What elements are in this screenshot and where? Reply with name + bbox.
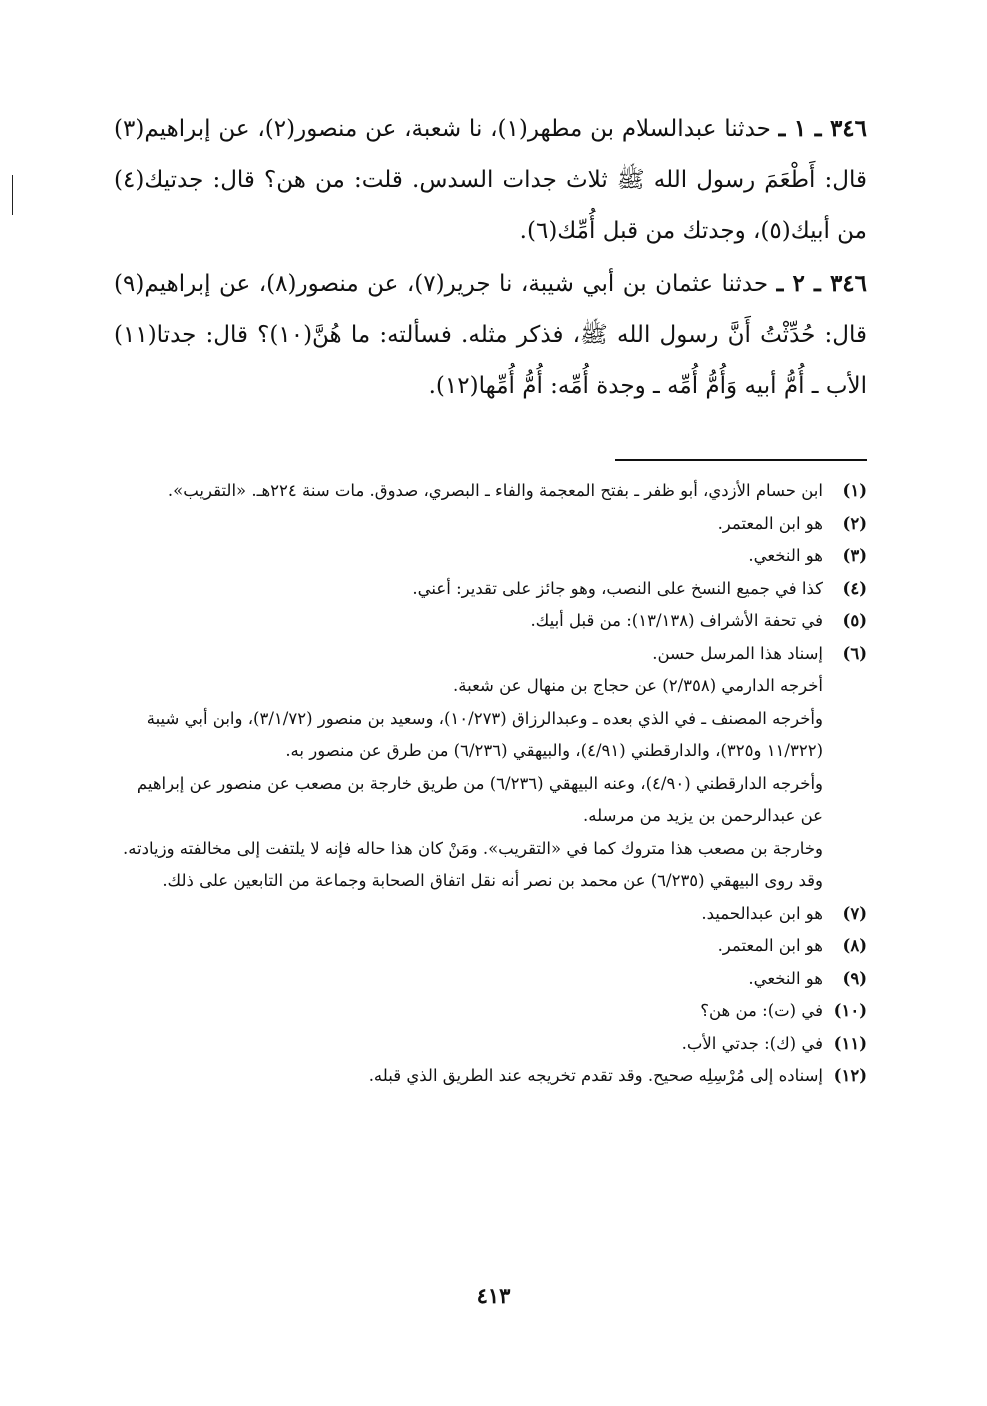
footnote	[114, 1060, 867, 1093]
footnote	[114, 508, 867, 541]
footnote-paragraph: إسناده إلى مُرْسِلِه صحيح. وقد تقدم تخريجه عند الطريق الذي قبله.	[368, 1066, 823, 1085]
footnote-text	[114, 638, 823, 898]
footnote	[114, 930, 867, 963]
footnote-paragraph: هو النخعي.	[748, 546, 823, 565]
footnote-number: (١٢)	[833, 1066, 867, 1085]
footnote-paragraph: إسناد هذا المرسل حسن.	[652, 643, 823, 663]
footnote-number: (١)	[842, 481, 867, 500]
footnote-text	[114, 508, 823, 541]
footnote-text	[114, 475, 823, 508]
footnote-paragraph: هو ابن المعتمر.	[717, 513, 823, 533]
footnote-number: (١٠)	[833, 1001, 867, 1020]
footnote-text	[114, 540, 823, 573]
footnote-text	[114, 963, 823, 996]
footnote-text	[114, 1028, 823, 1061]
scan-edge-mark	[12, 175, 13, 215]
footnote-number: (٦)	[842, 643, 867, 663]
footnote-paragraph: ابن حسام الأزدي، أبو ظفر ـ بفتح المعجمة والفاء ـ البصري، صدوق. مات سنة ٢٢٤هـ. «التقريب».	[167, 481, 823, 500]
footnote-paragraph: هو ابن المعتمر.	[717, 936, 823, 955]
footnote-number: (٣)	[842, 546, 867, 565]
footnote-separator	[615, 459, 867, 461]
footnote	[114, 540, 867, 573]
footnote-paragraph: وأخرجه الدارقطني (٤/٩٠)، وعنه البيهقي (٦/٢٣٦) من طريق خارجة بن مصعب عن منصور عن إبراهيم عن عبدالرحمن بن يزيد من مرسله.	[136, 773, 823, 825]
footnote-number: (٧)	[842, 903, 867, 923]
footnote-text	[114, 605, 823, 638]
footnote	[114, 638, 867, 898]
footnote	[114, 475, 867, 508]
hadith-entry	[114, 258, 867, 412]
hadith-number: ٣٤٦ ـ ٢ ـ	[776, 270, 868, 297]
footnote-number: (٩)	[842, 968, 867, 988]
footnote-number: (٢)	[842, 513, 867, 533]
footnote	[114, 573, 867, 606]
footnote-paragraph: في تحفة الأشراف (١٣/١٣٨): من قبل أبيك.	[530, 611, 823, 630]
footnote-paragraph: هو النخعي.	[748, 968, 823, 988]
footnote-number: (٨)	[842, 936, 867, 955]
hadith-entry	[114, 103, 867, 257]
footnote-text	[114, 898, 823, 931]
footnote-paragraph: كذا في جميع النسخ على النصب، وهو جائز على تقدير: أعني.	[412, 578, 823, 598]
footnote-paragraph: وقد روى البيهقي (٦/٢٣٥) عن محمد بن نصر أنه نقل اتفاق الصحابة وجماعة من التابعين على ذلك.	[162, 871, 823, 890]
footnote-number: (١١)	[833, 1033, 867, 1053]
footnote	[114, 605, 867, 638]
footnote-paragraph: أخرجه الدارمي (٢/٣٥٨) عن حجاج بن منهال عن شعبة.	[453, 676, 823, 695]
footnotes-list	[114, 475, 867, 1093]
footnote-paragraph: وأخرجه المصنف ـ في الذي بعده ـ وعبدالرزاق (١٠/٢٧٣)، وسعيد بن منصور (٣/١/٧٢)، وابن أبي شيبة (١١/٣٢٢ و٣٢٥)، والدارقطني (٤/٩١)، والبيهقي (٦/٢٣٦) من طرق عن منصور به.	[146, 708, 823, 760]
footnote	[114, 1028, 867, 1061]
footnote-text	[114, 930, 823, 963]
footnote-text	[114, 573, 823, 606]
footnote	[114, 898, 867, 931]
footnote	[114, 963, 867, 996]
footnote-number: (٤)	[842, 578, 867, 598]
footnote	[114, 995, 867, 1028]
hadith-number: ٣٤٦ ـ ١ ـ	[778, 115, 867, 142]
footnote-paragraph: هو ابن عبدالحميد.	[701, 903, 823, 923]
hadith-paragraph	[114, 103, 867, 257]
footnote-number: (٥)	[842, 611, 867, 630]
hadith-text: حدثنا عبدالسلام بن مطهر(١)، نا شعبة، عن منصور(٢)، عن إبراهيم(٣) قال: أَطْعَمَ رسول الله ﷺ ثلاث جدات السدس. قلت: من هن؟ قال: جدتيك(٤) من أبيك(٥)، وجدتك من قبل أُمِّك(٦).	[114, 116, 867, 244]
hadith-text: حدثنا عثمان بن أبي شيبة، نا جرير(٧)، عن منصور(٨)، عن إبراهيم(٩) قال: حُدِّثْتُ أَنَّ رسول الله ﷺ، فذكر مثله. فسألته: ما هُنَّ(١٠)؟ قال: جدتا(١١) الأب ـ أُمُّ أبيه وَأُمُّ أُمِّه ـ وجدة أُمِّه: أُمُّ أُمِّها(١٢).	[114, 271, 867, 399]
footnote-text	[114, 1060, 823, 1093]
hadith-paragraph	[114, 258, 867, 412]
footnote-paragraph: في (ك): جدتي الأب.	[681, 1033, 823, 1053]
page-number: ٤١٣	[476, 1283, 511, 1308]
footnote-paragraph: وخارجة بن مصعب هذا متروك كما في «التقريب». ومَنْ كان هذا حاله فإنه لا يلتفت إلى مخالفته وزيادته.	[122, 838, 823, 858]
footnote-text	[114, 995, 823, 1028]
footnote-paragraph: في (ت): من هن؟	[700, 1001, 823, 1020]
